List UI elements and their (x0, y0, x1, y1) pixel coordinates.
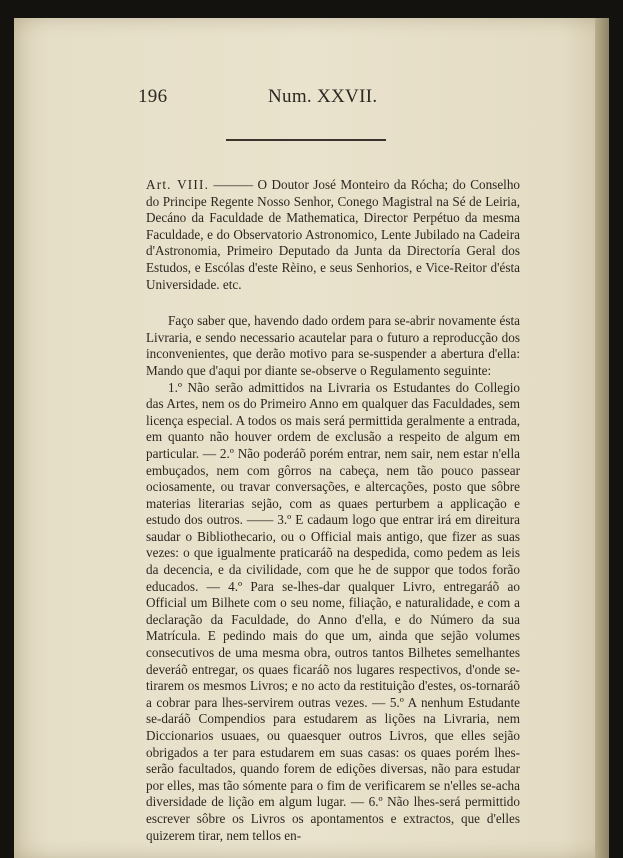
intro-text: O Doutor José Monteiro da Rócha; do Conselho do Principe Regente Nosso Senhor, Conego Magistral na Sé de Leiria, Decáno da Faculdade de Mathematica, Director Perpétuo da mesma Faculdade, e do Observatorio Astronomico, Lente Jubilado na Cadeira d'Astronomia, Primeiro Deputado da Junta da Directoría Geral dos Estudos, e Escólas d'este Rèino, e seus Senhorios, e Vice-Reitor d'ésta Universidade. etc. (146, 177, 521, 292)
heading-dash: ——— (213, 177, 254, 192)
article-body (146, 177, 520, 844)
page-number: 196 (138, 86, 168, 107)
decree-paragraph: Faço saber que, havendo dado ordem para se-abrir novamente ésta Livraria, e sendo necessario acautelar para o futuro a reproducção dos inconvenientes, que derão motivo para se-suspender a abertura d'ella: Mando que d'aqui por diante se-observe o Regulamento seguinte: (146, 313, 520, 378)
regulations-paragraph: 1.º Não serão admittidos na Livraria os Estudantes do Collegio das Artes, nem os do Primeiro Anno em qualquer das Faculdades, sem licença especial. A todos os mais será permittida geralmente a entrada, em quanto não houver ordem de exclusão a respeito de algum em particular. — 2.º Não poderáõ porém entrar, nem sair, nem estar n'ella embuçados, nem com gôrros na cabeça, nem tão pouco passear ociosamente, ou travar conversações, e altercações, posto que sôbre materias literarias sejão, com as quaes perturbem a applicação e estudo dos outros. —— 3.º E cadaum logo que entrar irá em direitura saudar o Bibliothecario, ou o Official mais antigo, que fizer as suas vezes: o que igualmente praticaráõ na despedida, como pedem as leis da decencia, e da civilidade, com que he de suppor que todos forão educados. — 4.º Para se-lhes-dar qualquer Livro, entregaráõ ao Official um Bilhete com o seu nome, filiação, e naturalidade, e com a declaração da Faculdade, do Anno d'ella, e do Número da sua Matrícula. E pedindo mais do que um, ainda que sejão volumes consecutivos de uma mesma obra, outros tantos Bilhetes semelhantes deveráõ entregar, os quaes ficaráõ nos lugares respectivos, d'onde se-tirarem os mesmos Livros; e no acto da restituição d'estes, os-tornaráõ a cobrar para lhes-servirem outras vezes. — 5.º A nenhum Estudante se-daráõ Compendios para estudarem as lições na Livraria, nem Diccionarios usuaes, ou quaesquer outros Livros, que elles sejão obrigados a ter para estudarem em suas casas: os quaes porém lhes-serão facultados, quando forem de edições diversas, não para estudar por elles, mas tão sómente para o fim de verificarem se n'elles se-acha diversidade de lição em algum lugar. — 6.º Não lhes-será permittido escrever sôbre os Livros os apontamentos e extractos, que d'elles quizerem tirar, nem tellos en- (146, 379, 520, 843)
header-rule (226, 139, 386, 141)
article-heading: Art. VIII. (146, 177, 210, 192)
page-header (138, 86, 398, 112)
running-title: Num. XXVII. (268, 86, 378, 107)
page-gutter (595, 18, 609, 858)
article-intro-paragraph (146, 177, 520, 293)
